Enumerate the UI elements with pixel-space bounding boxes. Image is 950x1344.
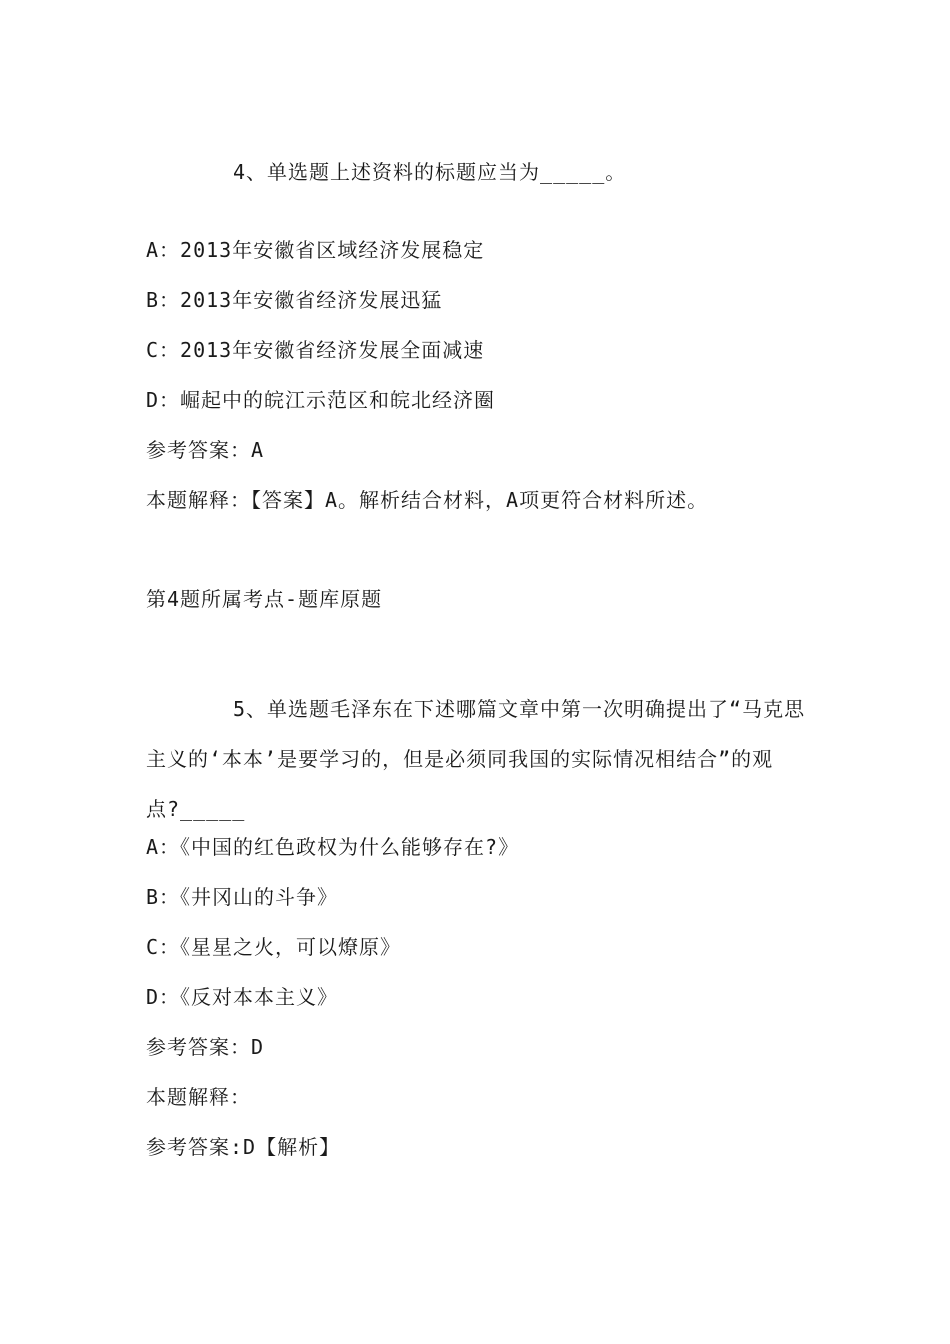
q4-stem: 4、单选题上述资料的标题应当为_____。: [233, 160, 627, 184]
q5-answer-analysis: 参考答案:D【解析】: [146, 1135, 341, 1159]
q5-option-b: B：《井冈山的斗争》: [146, 885, 339, 909]
q4-option-b: B：2013年安徽省经济发展迅猛: [146, 288, 443, 312]
q5-explanation: 本题解释：: [146, 1085, 251, 1109]
q5-option-d: D：《反对本本主义》: [146, 985, 339, 1009]
q4-option-c: C：2013年安徽省经济发展全面减速: [146, 338, 485, 362]
q5-answer: 参考答案：D: [146, 1035, 265, 1059]
q4-topic: 第4题所属考点-题库原题: [146, 587, 383, 611]
q4-option-d: D：崛起中的皖江示范区和皖北经济圈: [146, 388, 496, 412]
q5-option-c: C：《星星之火，可以燎原》: [146, 935, 402, 959]
q5-stem: 5、单选题毛泽东在下述哪篇文章中第一次明确提出了“马克思主义的‘本本’是要学习的，但是必须同我国的实际情况相结合”的观点?_____: [146, 697, 806, 821]
q4-answer: 参考答案：A: [146, 438, 265, 462]
q4-explanation: 本题解释：【答案】A。解析结合材料，A项更符合材料所述。: [146, 488, 709, 512]
q4-option-a: A：2013年安徽省区域经济发展稳定: [146, 238, 485, 262]
q5-option-a: A：《中国的红色政权为什么能够存在?》: [146, 835, 520, 859]
